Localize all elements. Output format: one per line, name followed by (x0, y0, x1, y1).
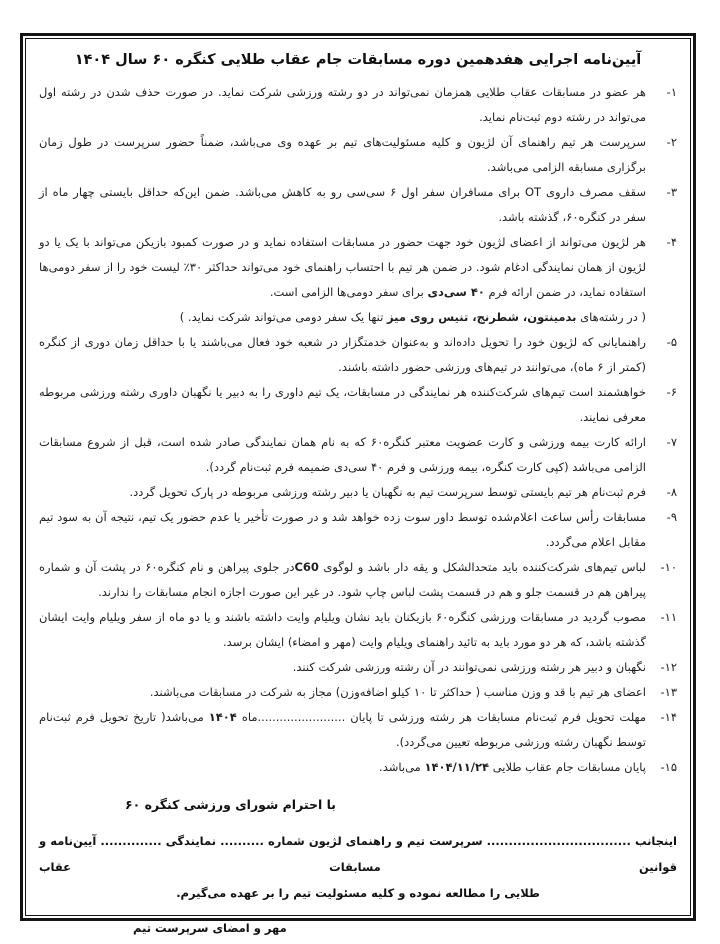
item-text-segment: می‌باشد. (379, 760, 425, 774)
regulation-item-7 (39, 430, 677, 480)
item-number: ۶- (666, 385, 677, 399)
item-text-segment: ارائه کارت بیمه ورزشی و کارت عضویت معتبر کنگره۶۰ که به نام همان نمایندگی صادر شده است، قبل از شروع مسابقات الزامی می‌باشد (کپی کارت کنگره، بیمه ورزشی و فرم ۴۰ سی‌دی ضمیمه فرم ثبت‌نام گردد). (39, 435, 646, 474)
item-text-segment: مصوب گردید در مسابقات ورزشی کنگره۶۰ بازیکنان باید نشان ویلیام وایت داشته باشند و یا دو ماه از سفر ویلیام وایت ایشان گذشته باشد، که هر دو مورد باید به تائید راهنمای ویلیام وایت (مهر و امضاء) ایشان برسد. (39, 610, 646, 649)
item-text-bold-segment: بدمینتون، شطرنج، تنیس روی میز (387, 310, 577, 324)
item-number: ۸- (666, 485, 677, 499)
item-text-segment: اعضای هر تیم با قد و وزن مناسب ( حداکثر تا ۱۰ کیلو اضافه‌وزن) مجاز به شرکت در مسابقات می‌باشند. (149, 685, 646, 699)
item-text-segment: خواهشمند است تیم‌های شرکت‌کننده هر نمایندگی در مسابقات، یک تیم داوری را به دبیر یا نگهبان داوری رشته ورزشی مربوطه معرفی نمایند. (39, 385, 646, 424)
item-text-bold-segment: ۱۴۰۴/۱۱/۲۴ (424, 760, 490, 774)
regulation-item-15 (39, 755, 677, 780)
signature-statement (39, 828, 677, 906)
item-number: ۱۰- (660, 560, 677, 574)
item-text-segment: فرم ثبت‌نام هر تیم بایستی توسط سرپرست تیم به نگهبان یا دبیر رشته ورزشی مربوطه در پارک تحویل گردد. (129, 485, 646, 499)
item-text-segment: راهنمایانی که لژیون خود را تحویل داده‌اند و به‌عنوان خدمتگزار در شعبه خود فعال می‌باشند یا با حداقل زمان دوری از کنگره (کمتر از ۶ ماه)، می‌توانند در تیم‌های ورزشی حضور داشته باشند. (39, 335, 646, 374)
item-text-segment: ( در رشته‌های (576, 310, 646, 324)
item-number: ۳- (666, 185, 677, 199)
regulation-item-11 (39, 605, 677, 655)
page-title: آیین‌نامه اجرایی هفدهمین دوره مسابقات جام عقاب طلایی کنگره ۶۰ سال ۱۴۰۴ (74, 52, 642, 68)
regulation-items-list (39, 80, 677, 780)
regulation-item-13 (39, 680, 677, 705)
regulation-item-5 (39, 330, 677, 380)
item-number: ۱۲- (660, 660, 677, 674)
item-number: ۱۵- (660, 760, 677, 774)
item-text-segment: پایان مسابقات جام عقاب طلایی (489, 760, 646, 774)
item-text-bold-segment: ۱۴۰۴ (208, 710, 237, 724)
regulation-item-6 (39, 380, 677, 430)
item-text-bold-segment: C60 (294, 560, 319, 574)
item-number: ۱۱- (660, 610, 677, 624)
item-text-segment: برای سفر دومی‌ها الزامی است. (269, 285, 428, 299)
item-text-segment: می‌باشد( تاریخ تحویل فرم ثبت‌نام توسط نگهبان رشته ورزشی مربوطه تعیین می‌گردد). (39, 710, 646, 749)
item-text-bold-segment: ۴۰ سی‌دی (427, 285, 485, 299)
item-number: ۷- (666, 435, 677, 449)
item-text-segment: هر لژیون می‌تواند از اعضای لژیون خود جهت حضور در مسابقات استفاده نماید و در صورت کمبود بازیکن می‌تواند با یک یا دو لژیون از همان نمایندگی ادغام شود. در ضمن هر تیم با احتساب راهنمای خود می‌تواند حداکثر ۳۰٪ لیست خود را از سفر دومی‌ها استفاده نماید، در ضمن ارائه فرم (39, 235, 646, 299)
item-number: ۱۴- (660, 710, 677, 724)
stamp-signature-label: مهر و امضای سرپرست تیم (133, 921, 287, 935)
signature-statement-line2: طلایی را مطالعه نموده و کلیه مسئولیت تیم را بر عهده می‌گیرم. (176, 886, 540, 900)
item-text-segment: مسابقات رأس ساعت اعلام‌شده توسط داور سوت زده خواهد شد و در صورت تأخیر یا عدم حضور یک تیم، نتیجه آن به سود تیم مقابل اعلام می‌گردد. (39, 510, 646, 549)
item-text-segment: سرپرست هر تیم راهنمای آن لژیون و کلیه مسئولیت‌های تیم بر عهده وی می‌باشد، ضمناً حضور سرپرست در طول زمان برگزاری مسابقه الزامی می‌باشد. (39, 135, 646, 174)
item-number: ۹- (666, 510, 677, 524)
signature-statement-line1: اینجانب ................................. سرپرست تیم و راهنمای لژیون شماره .......... نمایندگی .............. آیین‌نامه و قوانین مسابقات عقاب (39, 834, 677, 874)
item-text-segment: تنها یک سفر دومی می‌تواند شرکت نماید. ) (179, 310, 388, 324)
item-text-segment: مهلت تحویل فرم ثبت‌نام مسابقات هر رشته ورزشی تا پایان ........................ماه (236, 710, 646, 724)
item-text-segment: در جلوی پیراهن و نام کنگره۶۰ در پشت آن و شماره پیراهن هم در قسمت جلو و هم در قسمت پشت لباس چاپ شود. در غیر این صورت اجازه انجام مسابقات را ندارند. (39, 560, 646, 599)
regulation-item-12 (39, 655, 677, 680)
regulation-item-8 (39, 480, 677, 505)
regulation-item-14 (39, 705, 677, 755)
item-text-segment: سقف مصرف داروی OT برای مسافران سفر اول ۶ سی‌سی رو به کاهش می‌باشد. ضمن این‌که حداقل بایستی چهار ماه از سفر در کنگره۶۰، گذشته باشد. (39, 185, 646, 224)
item-note (39, 305, 646, 330)
item-number: ۱- (666, 85, 677, 99)
page-content (25, 38, 691, 935)
regulation-item-4 (39, 230, 677, 330)
closing-salutation: با احترام شورای ورزشی کنگره ۶۰ (125, 797, 336, 812)
regulation-item-9 (39, 505, 677, 555)
item-number: ۱۳- (660, 685, 677, 699)
regulation-item-1 (39, 80, 677, 130)
item-text-segment: لباس تیم‌های شرکت‌کننده باید متحدالشکل و یقه دار باشد و لوگوی (318, 560, 646, 574)
regulation-item-2 (39, 130, 677, 180)
regulation-item-10 (39, 555, 677, 605)
item-number: ۲- (666, 135, 677, 149)
page-border-frame (20, 33, 696, 935)
item-text-segment: نگهبان و دبیر هر رشته ورزشی نمی‌توانند در آن رشته ورزشی شرکت کنند. (292, 660, 646, 674)
item-number: ۵- (666, 335, 677, 349)
item-number: ۴- (666, 235, 677, 249)
regulation-item-3 (39, 180, 677, 230)
item-text-segment: هر عضو در مسابقات عقاب طلایی همزمان نمی‌تواند در دو رشته ورزشی شرکت نماید. در صورت حذف شدن در رشته اول می‌تواند در رشته دوم ثبت‌نام نماید. (39, 85, 646, 124)
